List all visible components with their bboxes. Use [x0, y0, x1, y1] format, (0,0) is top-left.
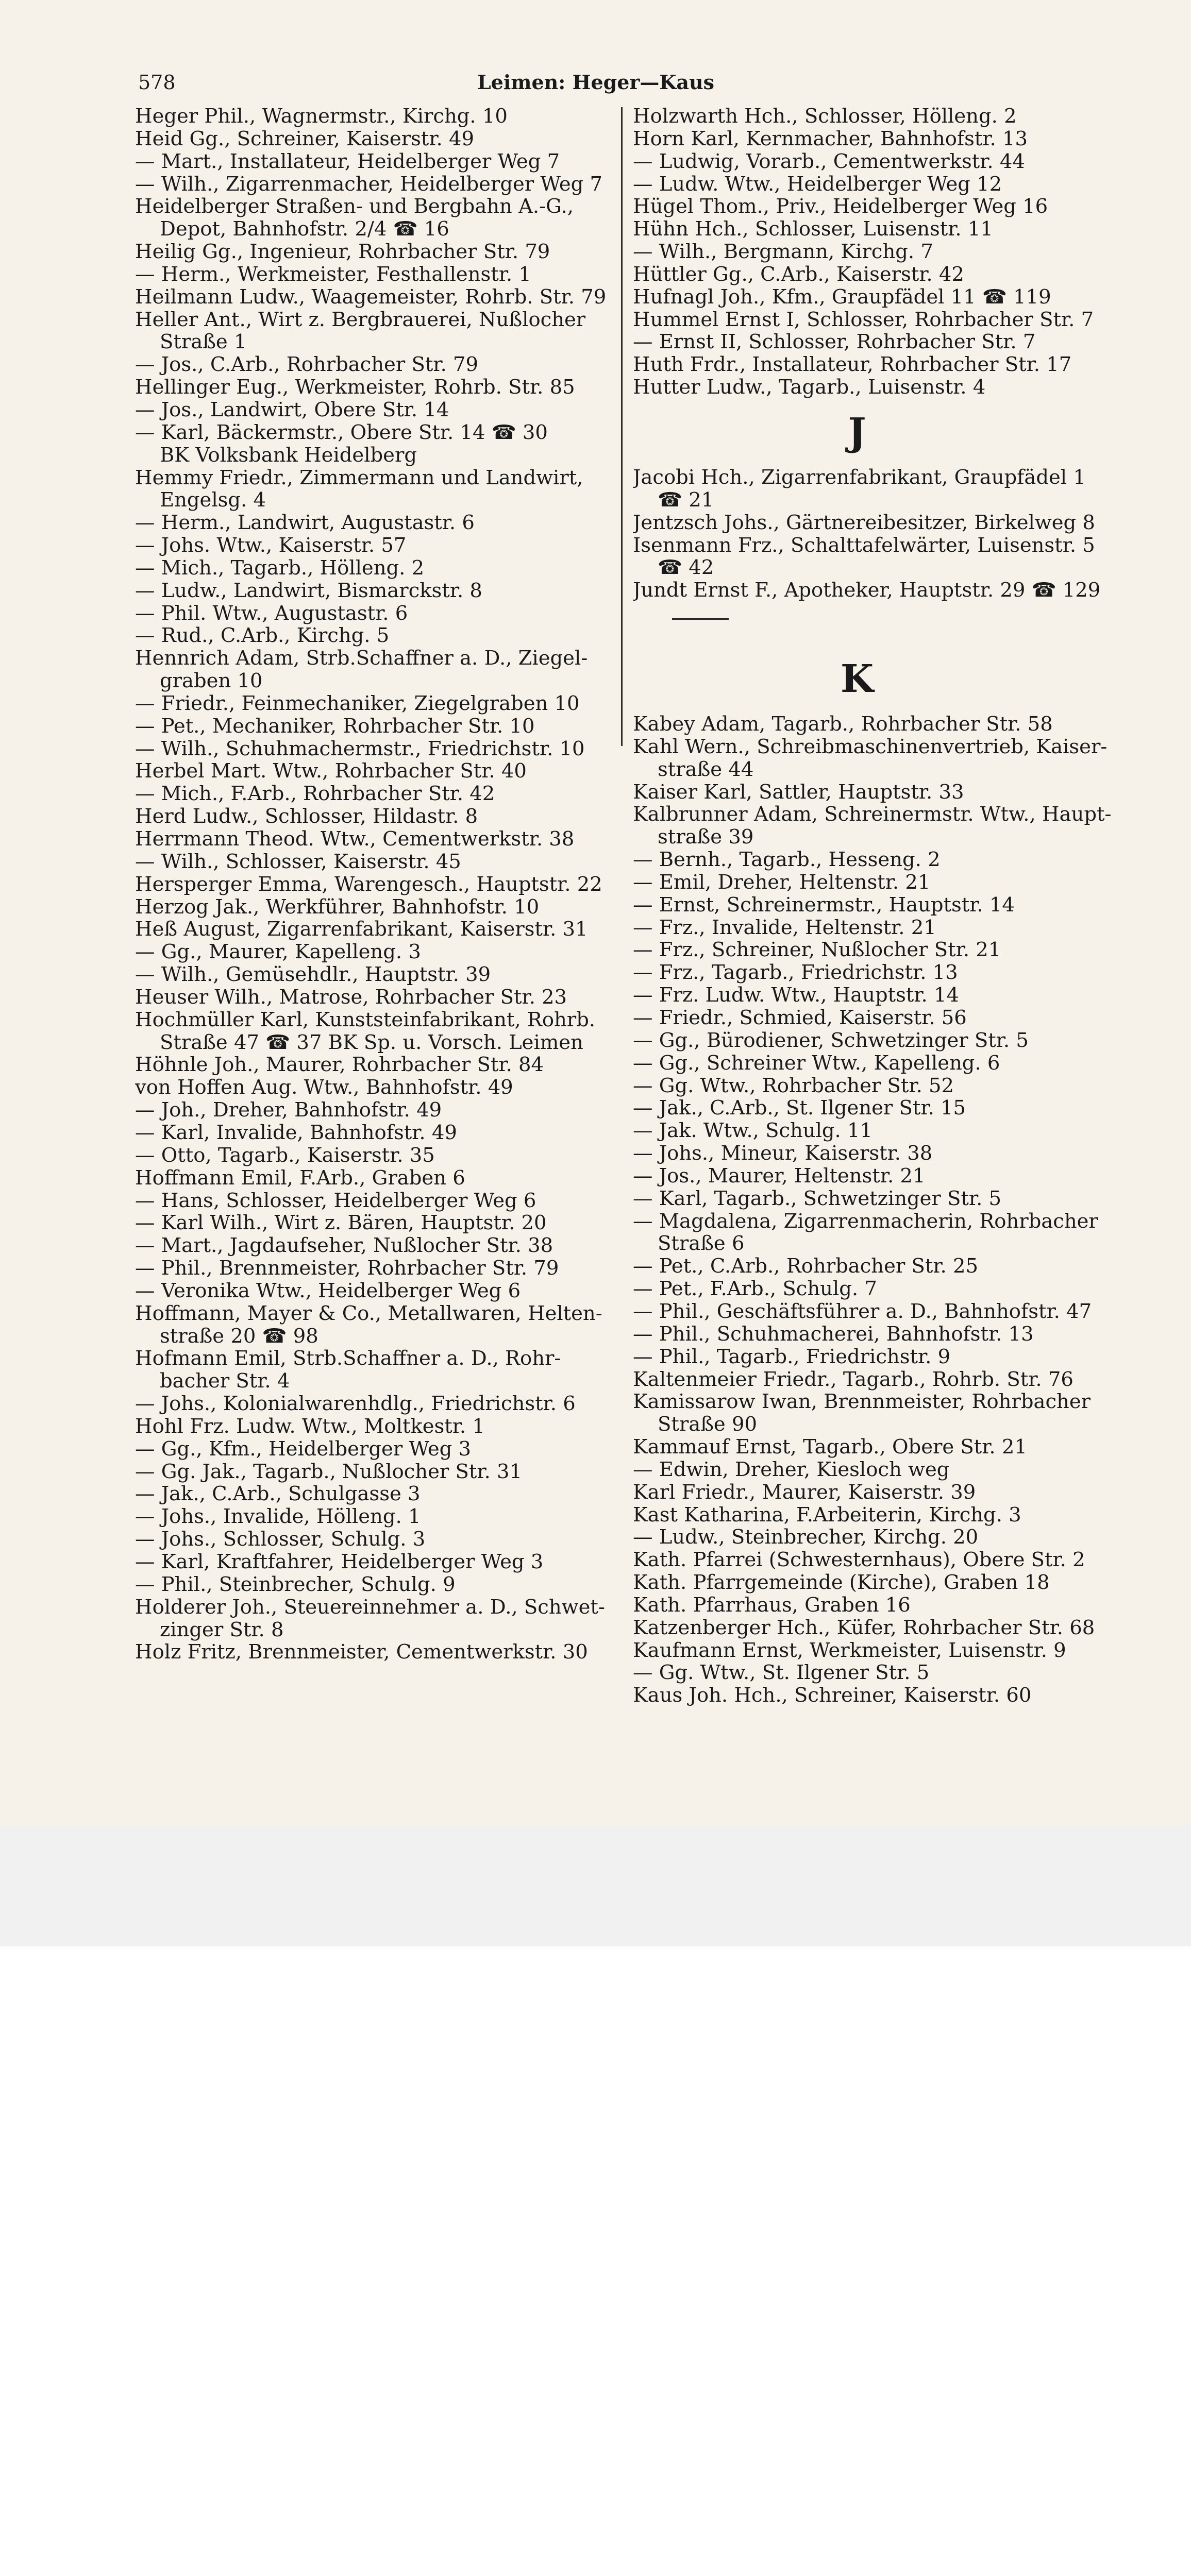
directory-entry: — Jos., C.Arb., Rohrbacher Str. 79 [135, 353, 478, 377]
directory-entry: Hennrich Adam, Strb.Schaffner a. D., Ziegel- [135, 647, 588, 670]
directory-entry: von Hoffen Aug. Wtw., Bahnhofstr. 49 [135, 1076, 513, 1099]
directory-entry: — Magdalena, Zigarrenmacherin, Rohrbacher [633, 1209, 1098, 1233]
directory-entry: — Bernh., Tagarb., Hesseng. 2 [633, 848, 941, 872]
directory-entry: — Pet., C.Arb., Rohrbacher Str. 25 [633, 1255, 979, 1278]
directory-entry-continuation: straße 44 [658, 757, 754, 781]
directory-entry: — Gg. Wtw., Rohrbacher Str. 52 [633, 1074, 954, 1097]
directory-entry: — Ludw. Wtw., Heidelberger Weg 12 [633, 172, 1002, 196]
directory-entry: — Gg., Maurer, Kapelleng. 3 [135, 940, 421, 964]
section-letter: K [840, 657, 874, 702]
directory-entry: Hufnagl Joh., Kfm., Graupfädel 11 ☎ 119 [633, 285, 1051, 309]
directory-entry: — Frz., Invalide, Heltenstr. 21 [633, 916, 936, 939]
column-divider [621, 107, 623, 746]
directory-entry: Kaus Joh. Hch., Schreiner, Kaiserstr. 60 [633, 1684, 1032, 1707]
directory-entry: — Herm., Landwirt, Augustastr. 6 [135, 511, 475, 535]
directory-entry: — Ernst II, Schlosser, Rohrbacher Str. 7 [633, 330, 1036, 354]
directory-entry: Kahl Wern., Schreibmaschinenvertrieb, Kaiser- [633, 735, 1108, 758]
directory-entry: — Johs., Mineur, Kaiserstr. 38 [633, 1142, 933, 1165]
directory-entry: — Gg., Bürodiener, Schwetzinger Str. 5 [633, 1028, 1029, 1052]
directory-entry: — Frz., Schreiner, Nußlocher Str. 21 [633, 938, 1001, 962]
directory-entry: — Johs., Invalide, Hölleng. 1 [135, 1505, 421, 1529]
directory-entry: Hersperger Emma, Warengesch., Hauptstr. 22 [135, 872, 602, 896]
directory-entry: Höhnle Joh., Maurer, Rohrbacher Str. 84 [135, 1053, 544, 1077]
directory-entry: — Phil., Steinbrecher, Schulg. 9 [135, 1572, 456, 1596]
directory-entry: — Wilh., Zigarrenmacher, Heidelberger Weg 7 [135, 172, 602, 196]
directory-entry: — Gg. Jak., Tagarb., Nußlocher Str. 31 [135, 1460, 523, 1483]
directory-entry: — Phil. Wtw., Augustastr. 6 [135, 601, 408, 625]
directory-entry: Heilmann Ludw., Waagemeister, Rohrb. Str. 79 [135, 285, 607, 309]
directory-entry-continuation: zinger Str. 8 [160, 1618, 284, 1641]
directory-entry: Jacobi Hch., Zigarrenfabrikant, Graupfädel 1 [633, 465, 1086, 489]
directory-entry-continuation: ☎ 21 [658, 488, 714, 512]
directory-entry: Heid Gg., Schreiner, Kaiserstr. 49 [135, 127, 474, 150]
directory-entry: Herbel Mart. Wtw., Rohrbacher Str. 40 [135, 759, 527, 783]
left-column [135, 105, 614, 1821]
directory-entry-continuation: straße 39 [658, 825, 754, 849]
directory-entry-continuation: bacher Str. 4 [160, 1369, 290, 1393]
directory-entry-continuation: Depot, Bahnhofstr. 2/4 ☎ 16 [160, 217, 449, 241]
directory-entry: — Ernst, Schreinermstr., Hauptstr. 14 [633, 893, 1015, 917]
directory-entry: — Joh., Dreher, Bahnhofstr. 49 [135, 1098, 442, 1122]
directory-entry: Heuser Wilh., Matrose, Rohrbacher Str. 23 [135, 985, 567, 1009]
directory-entry: — Karl Wilh., Wirt z. Bären, Hauptstr. 20 [135, 1211, 547, 1235]
directory-entry: Hutter Ludw., Tagarb., Luisenstr. 4 [633, 376, 986, 399]
directory-entry: Holderer Joh., Steuereinnehmer a. D., Schwet- [135, 1595, 605, 1619]
directory-entry: — Jos., Landwirt, Obere Str. 14 [135, 398, 449, 421]
directory-entry-continuation: graben 10 [160, 669, 263, 693]
section-letter: J [848, 410, 866, 454]
directory-entry: Hochmüller Karl, Kunststeinfabrikant, Rohrb. [135, 1008, 596, 1031]
directory-entry: Hoffmann Emil, F.Arb., Graben 6 [135, 1166, 465, 1190]
directory-entry: — Wilh., Schlosser, Kaiserstr. 45 [135, 850, 461, 873]
directory-entry: — Mich., Tagarb., Hölleng. 2 [135, 556, 425, 580]
directory-entry: — Hans, Schlosser, Heidelberger Weg 6 [135, 1189, 536, 1212]
directory-entry: — Wilh., Bergmann, Kirchg. 7 [633, 240, 933, 264]
directory-entry: Kalbrunner Adam, Schreinermstr. Wtw., Haupt- [633, 803, 1112, 826]
directory-entry: Herrmann Theod. Wtw., Cementwerkstr. 38 [135, 827, 575, 851]
directory-entry: Kast Katharina, F.Arbeiterin, Kirchg. 3 [633, 1503, 1021, 1527]
directory-entry: — Jak., C.Arb., St. Ilgener Str. 15 [633, 1096, 966, 1120]
page-title: Leimen: Heger—Kaus [477, 71, 715, 94]
page-header [138, 67, 1053, 98]
directory-entry: — Johs. Wtw., Kaiserstr. 57 [135, 534, 407, 557]
directory-entry: — Wilh., Schuhmachermstr., Friedrichstr. 10 [135, 737, 585, 760]
directory-entry: — Wilh., Gemüsehdlr., Hauptstr. 39 [135, 963, 491, 987]
viewer-footer [0, 1826, 1191, 1946]
directory-entry: Karl Friedr., Maurer, Kaiserstr. 39 [633, 1480, 976, 1504]
directory-entry: Kamissarow Iwan, Brennmeister, Rohrbacher [633, 1390, 1091, 1414]
directory-entry: — Karl, Tagarb., Schwetzinger Str. 5 [633, 1187, 1002, 1210]
directory-entry: Heidelberger Straßen- und Bergbahn A.-G., [135, 195, 574, 218]
directory-entry: — Karl, Kraftfahrer, Heidelberger Weg 3 [135, 1550, 544, 1573]
directory-entry-continuation: Straße 1 [160, 330, 247, 354]
section-divider [672, 618, 729, 620]
directory-entry: — Herm., Werkmeister, Festhallenstr. 1 [135, 262, 531, 286]
directory-entry: — Phil., Tagarb., Friedrichstr. 9 [633, 1345, 951, 1368]
directory-entry: Huth Frdr., Installateur, Rohrbacher Str. 17 [633, 353, 1072, 377]
directory-entry: — Frz., Tagarb., Friedrichstr. 13 [633, 961, 958, 985]
directory-entry: Isenmann Frz., Schalttafelwärter, Luisenstr. 5 [633, 533, 1095, 557]
directory-entry: Kabey Adam, Tagarb., Rohrbacher Str. 58 [633, 713, 1053, 736]
directory-entry: Heller Ant., Wirt z. Bergbrauerei, Nußlocher [135, 308, 586, 331]
directory-entry: Katzenberger Hch., Küfer, Rohrbacher Str. 68 [633, 1616, 1095, 1639]
directory-entry: Kath. Pfarrhaus, Graben 16 [633, 1593, 911, 1617]
directory-entry: — Johs., Schlosser, Schulg. 3 [135, 1528, 426, 1551]
directory-entry: — Mart., Installateur, Heidelberger Weg 7 [135, 149, 560, 173]
directory-entry: Hohl Frz. Ludw. Wtw., Moltkestr. 1 [135, 1414, 485, 1438]
directory-entry: — Frz. Ludw. Wtw., Hauptstr. 14 [633, 984, 959, 1007]
directory-entry: Heger Phil., Wagnermstr., Kirchg. 10 [135, 105, 508, 128]
directory-entry-continuation: ☎ 42 [658, 556, 714, 580]
directory-entry: Heß August, Zigarrenfabrikant, Kaiserstr. 31 [135, 918, 588, 941]
directory-entry: Kath. Pfarrei (Schwesternhaus), Obere Str. 2 [633, 1548, 1085, 1572]
directory-entry: — Jak., C.Arb., Schulgasse 3 [135, 1482, 421, 1506]
directory-entry: — Gg., Kfm., Heidelberger Weg 3 [135, 1437, 471, 1461]
directory-entry: Jentzsch Johs., Gärtnereibesitzer, Birkelweg 8 [633, 511, 1095, 534]
directory-entry: — Gg., Schreiner Wtw., Kapelleng. 6 [633, 1051, 1000, 1075]
directory-entry: — Friedr., Feinmechaniker, Ziegelgraben 10 [135, 691, 580, 715]
directory-entry: Holzwarth Hch., Schlosser, Hölleng. 2 [633, 105, 1017, 128]
directory-entry: Kaiser Karl, Sattler, Hauptstr. 33 [633, 780, 964, 804]
directory-entry: — Mart., Jagdaufseher, Nußlocher Str. 38 [135, 1234, 553, 1258]
directory-entry: Hofmann Emil, Strb.Schaffner a. D., Rohr- [135, 1347, 561, 1370]
directory-entry: — Edwin, Dreher, Kiesloch weg [633, 1458, 950, 1481]
directory-entry: Horn Karl, Kernmacher, Bahnhofstr. 13 [633, 127, 1028, 150]
directory-entry-continuation: Straße 6 [658, 1232, 745, 1256]
directory-entry: — Ludw., Steinbrecher, Kirchg. 20 [633, 1526, 979, 1549]
directory-entry: Herd Ludw., Schlosser, Hildastr. 8 [135, 805, 478, 828]
directory-entry: Hummel Ernst I, Schlosser, Rohrbacher Str. 7 [633, 308, 1094, 331]
directory-entry: Hellinger Eug., Werkmeister, Rohrb. Str. 85 [135, 376, 575, 399]
directory-entry: — Jak. Wtw., Schulg. 11 [633, 1119, 873, 1143]
directory-entry: — Ludw., Landwirt, Bismarckstr. 8 [135, 579, 482, 602]
directory-entry: — Friedr., Schmied, Kaiserstr. 56 [633, 1006, 967, 1029]
directory-entry: — Karl, Invalide, Bahnhofstr. 49 [135, 1121, 457, 1144]
directory-entry: Jundt Ernst F., Apotheker, Hauptstr. 29 ☎ 129 [633, 579, 1101, 602]
directory-entry: — Jos., Maurer, Heltenstr. 21 [633, 1164, 926, 1188]
directory-entry: — Mich., F.Arb., Rohrbacher Str. 42 [135, 782, 495, 806]
directory-entry-continuation: BK Volksbank Heidelberg [160, 443, 417, 467]
directory-entry: — Gg. Wtw., St. Ilgener Str. 5 [633, 1661, 930, 1685]
directory-entry: Kath. Pfarrgemeinde (Kirche), Graben 18 [633, 1571, 1050, 1595]
directory-entry: Herzog Jak., Werkführer, Bahnhofstr. 10 [135, 895, 540, 919]
directory-entry: — Phil., Schuhmacherei, Bahnhofstr. 13 [633, 1322, 1034, 1346]
directory-entry: — Pet., Mechaniker, Rohrbacher Str. 10 [135, 714, 535, 738]
directory-entry: Hemmy Friedr., Zimmermann und Landwirt, [135, 466, 583, 489]
directory-entry: Hoffmann, Mayer & Co., Metallwaren, Helten- [135, 1301, 602, 1325]
directory-entry: — Veronika Wtw., Heidelberger Weg 6 [135, 1279, 521, 1302]
directory-entry: — Pet., F.Arb., Schulg. 7 [633, 1277, 877, 1301]
page-number: 578 [138, 71, 176, 94]
directory-entry: Kaltenmeier Friedr., Tagarb., Rohrb. Str. 76 [633, 1367, 1073, 1391]
directory-entry: — Otto, Tagarb., Kaiserstr. 35 [135, 1143, 435, 1167]
directory-entry: Hüttler Gg., C.Arb., Kaiserstr. 42 [633, 262, 964, 286]
right-column [633, 105, 1112, 1821]
directory-entry: Hühn Hch., Schlosser, Luisenstr. 11 [633, 217, 993, 241]
directory-entry: — Emil, Dreher, Heltenstr. 21 [633, 870, 931, 894]
directory-entry: — Phil., Brennmeister, Rohrbacher Str. 79 [135, 1257, 559, 1280]
directory-entry-continuation: Engelsg. 4 [160, 488, 266, 512]
directory-entry: Holz Fritz, Brennmeister, Cementwerkstr. 30 [135, 1640, 588, 1664]
directory-entry-continuation: Straße 47 ☎ 37 BK Sp. u. Vorsch. Leimen [160, 1030, 583, 1054]
directory-entry: — Rud., C.Arb., Kirchg. 5 [135, 624, 390, 648]
directory-entry: Kammauf Ernst, Tagarb., Obere Str. 21 [633, 1435, 1027, 1459]
directory-entry: — Karl, Bäckermstr., Obere Str. 14 ☎ 30 [135, 420, 548, 444]
directory-entry: — Johs., Kolonialwarenhdlg., Friedrichstr. 6 [135, 1392, 576, 1416]
directory-entry: Hügel Thom., Priv., Heidelberger Weg 16 [633, 195, 1048, 218]
directory-entry-continuation: straße 20 ☎ 98 [160, 1324, 318, 1348]
directory-entry: Kaufmann Ernst, Werkmeister, Luisenstr. 9 [633, 1638, 1066, 1662]
directory-entry: — Ludwig, Vorarb., Cementwerkstr. 44 [633, 149, 1025, 173]
directory-entry: Heilig Gg., Ingenieur, Rohrbacher Str. 79 [135, 240, 550, 264]
directory-entry: — Phil., Geschäftsführer a. D., Bahnhofstr. 47 [633, 1299, 1092, 1323]
directory-entry-continuation: Straße 90 [658, 1413, 757, 1436]
